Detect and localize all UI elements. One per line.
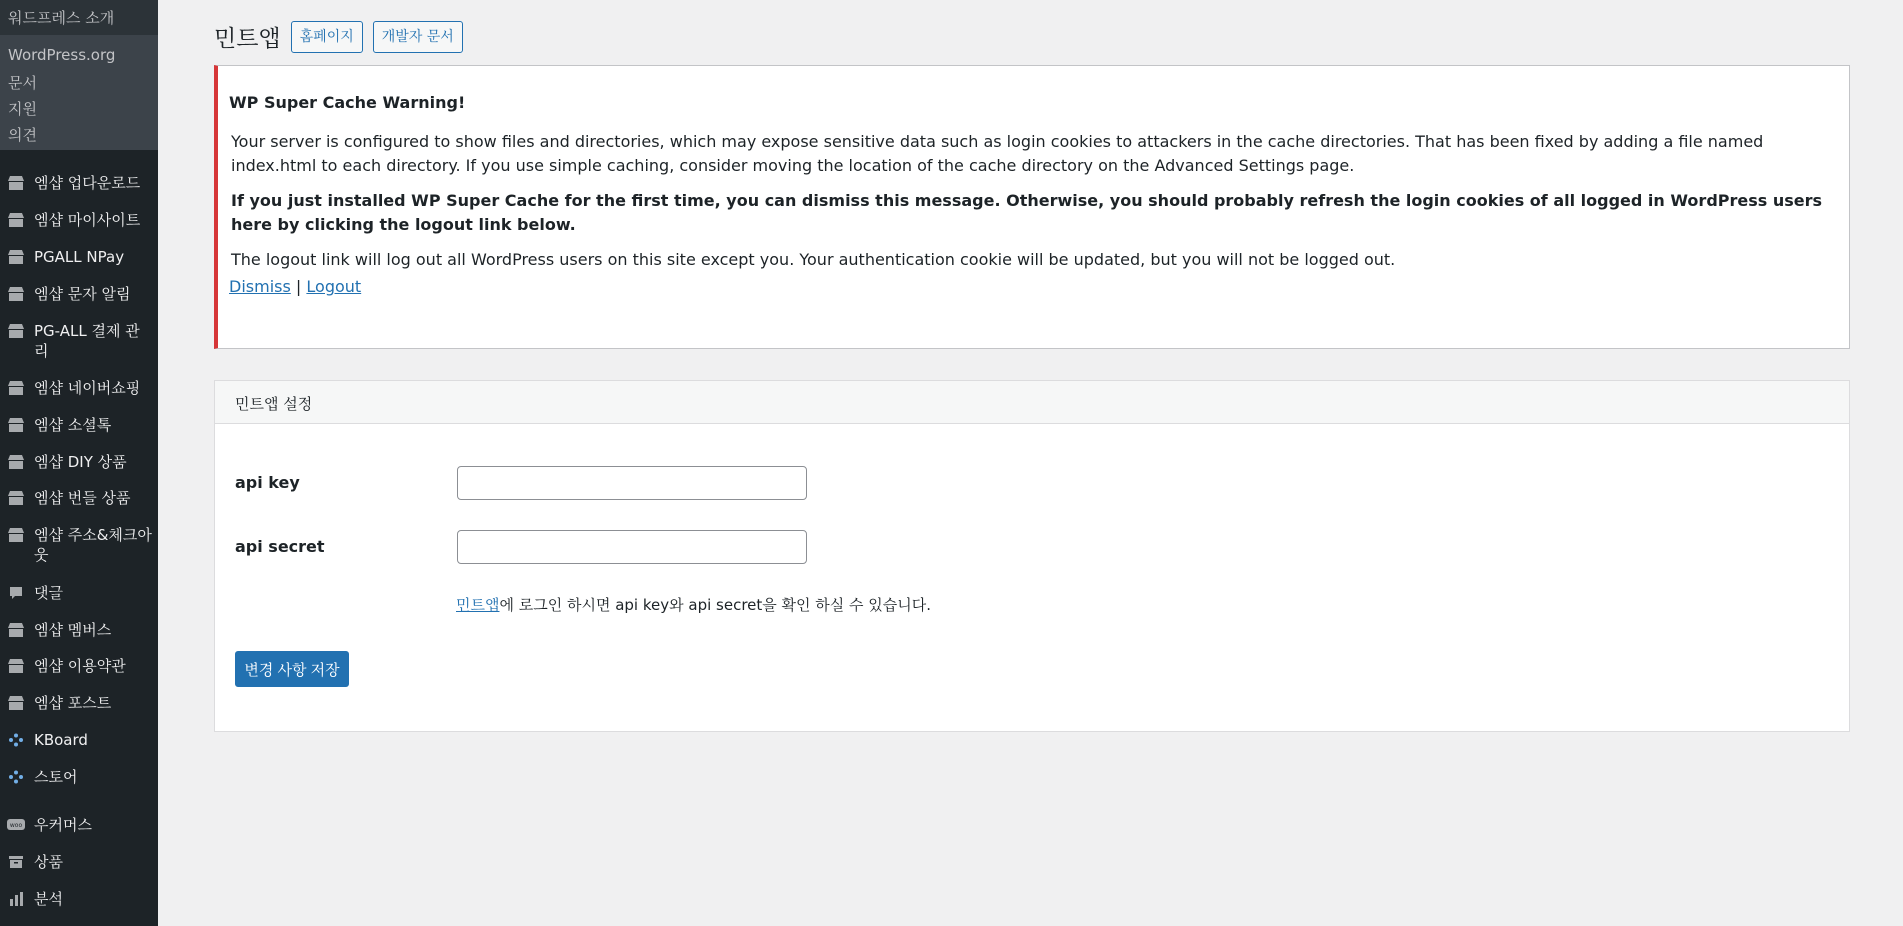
sidebar-item-naver-shopping[interactable] — [0, 378, 158, 398]
notice-paragraph: Your server is configured to show files and directories, which may expose sensitive data such as login cookies to attackers in the cache directories. That has been fixed by adding a file named index.html to each directory. If you use simple caching, consider moving the location of the cache directory on the Advanced Settings page. — [231, 132, 1764, 175]
flyout-item-wordpress-org[interactable]: WordPress.org — [8, 46, 116, 64]
archive-icon — [6, 852, 26, 872]
shop-icon — [6, 620, 26, 640]
chart-bar-icon — [6, 889, 26, 909]
shop-icon — [6, 525, 26, 545]
dismiss-link[interactable]: Dismiss — [229, 277, 291, 296]
notice-links — [229, 277, 361, 296]
shop-icon — [6, 452, 26, 472]
sidebar-item-post[interactable] — [0, 693, 158, 713]
shop-icon — [6, 247, 26, 267]
sidebar-item-label: 엠샵 네이버쇼핑 — [34, 379, 141, 397]
sidebar-item-diy-product[interactable] — [0, 452, 158, 472]
api-help-text — [456, 594, 931, 615]
dots-icon — [6, 730, 26, 750]
sidebar-item-kboard[interactable] — [0, 730, 158, 750]
notice-title: WP Super Cache Warning! — [229, 93, 466, 112]
page-header — [214, 20, 473, 53]
sidebar-item-label: 상품 — [34, 853, 63, 871]
dots-icon — [6, 767, 26, 787]
svg-text:woo: woo — [9, 822, 23, 829]
api-key-input[interactable] — [457, 466, 807, 500]
sidebar-item-label: 엠샵 번들 상품 — [34, 489, 131, 507]
sidebar-item-products[interactable] — [0, 852, 158, 872]
shop-icon — [6, 488, 26, 508]
notice-paragraph-bold: If you just installed WP Super Cache for the first time, you can dismiss this message. Otherwise, you should probably refresh the login cookies of all logged in WordPress users here by clicking the logout link below. — [231, 191, 1823, 234]
api-key-label: api key — [235, 473, 300, 492]
flyout-item-feedback[interactable]: 의견 — [8, 126, 37, 144]
save-changes-button[interactable]: 변경 사항 저장 — [235, 651, 349, 687]
api-secret-label: api secret — [235, 537, 325, 556]
sidebar-item-label: 엠샵 소셜톡 — [34, 416, 112, 434]
shop-icon — [6, 284, 26, 304]
flyout-item-support[interactable]: 지원 — [8, 100, 37, 118]
sidebar-item-pgall-npay[interactable] — [0, 247, 158, 267]
shop-icon — [6, 378, 26, 398]
sidebar-item-label: 엠샵 이용약관 — [34, 657, 126, 675]
flyout-header[interactable]: 워드프레스 소개 — [0, 0, 158, 35]
comment-icon — [6, 583, 26, 603]
sidebar-item-label: 엠샵 업다운로드 — [34, 174, 141, 192]
sidebar-item-label: 엠샵 포스트 — [34, 694, 112, 712]
mintapp-link[interactable]: 민트앱 — [456, 596, 500, 614]
sidebar-item-label: PGALL NPay — [34, 248, 125, 266]
sidebar-item-social-talk[interactable] — [0, 415, 158, 435]
sidebar-item-analytics[interactable] — [0, 889, 158, 909]
api-secret-input[interactable] — [457, 530, 807, 564]
homepage-button[interactable]: 홈페이지 — [291, 21, 363, 53]
sidebar-item-bundle-product[interactable] — [0, 488, 158, 508]
sidebar-item-sms[interactable] — [0, 284, 158, 304]
sidebar-item-label: 분석 — [34, 890, 63, 908]
sidebar-item-label: 엠샵 문자 알림 — [34, 285, 131, 303]
sidebar-item-woocommerce[interactable] — [0, 815, 158, 835]
sidebar-item-store[interactable] — [0, 767, 158, 787]
shop-icon — [6, 173, 26, 193]
settings-panel-title: 민트앱 설정 — [215, 381, 1849, 424]
sidebar-item-updownload[interactable] — [0, 173, 158, 193]
admin-sidebar — [0, 0, 158, 926]
developer-docs-button[interactable]: 개발자 문서 — [373, 21, 463, 53]
sidebar-item-mysite[interactable] — [0, 210, 158, 230]
sidebar-item-label: 엠샵 주소&체크아웃 — [34, 526, 152, 564]
page-title: 민트앱 — [214, 26, 281, 52]
sidebar-item-label: 스토어 — [34, 768, 78, 786]
notice-paragraph: The logout link will log out all WordPress users on this site except you. Your authentication cookie will be updated, but you will not be logged out. — [231, 250, 1396, 269]
flyout-item-docs[interactable]: 문서 — [8, 74, 37, 92]
woo-icon — [6, 815, 26, 835]
sidebar-item-label: KBoard — [34, 731, 88, 749]
sidebar-item-pgall-payment[interactable] — [0, 321, 158, 361]
sidebar-item-label: 엠샵 마이사이트 — [34, 211, 141, 229]
sidebar-item-members[interactable] — [0, 620, 158, 640]
link-separator: | — [295, 277, 302, 296]
logout-link[interactable]: Logout — [306, 277, 362, 296]
sidebar-item-terms[interactable] — [0, 656, 158, 676]
shop-icon — [6, 321, 26, 341]
about-wordpress-flyout — [0, 0, 158, 150]
sidebar-item-label: 엠샵 멤버스 — [34, 621, 112, 639]
cache-warning-notice — [214, 65, 1850, 349]
mintapp-settings-panel — [214, 380, 1850, 732]
shop-icon — [6, 693, 26, 713]
sidebar-item-label: 엠샵 DIY 상품 — [34, 453, 127, 471]
help-text-body: 에 로그인 하시면 api key와 api secret을 확인 하실 수 있습니다. — [499, 596, 932, 614]
sidebar-item-label: 댓글 — [34, 584, 63, 602]
shop-icon — [6, 210, 26, 230]
sidebar-item-label: 우커머스 — [34, 816, 92, 834]
sidebar-item-label: PG-ALL 결제 관리 — [34, 322, 140, 360]
shop-icon — [6, 656, 26, 676]
sidebar-item-comments[interactable] — [0, 583, 158, 603]
shop-icon — [6, 415, 26, 435]
sidebar-item-address-checkout[interactable] — [0, 525, 158, 565]
